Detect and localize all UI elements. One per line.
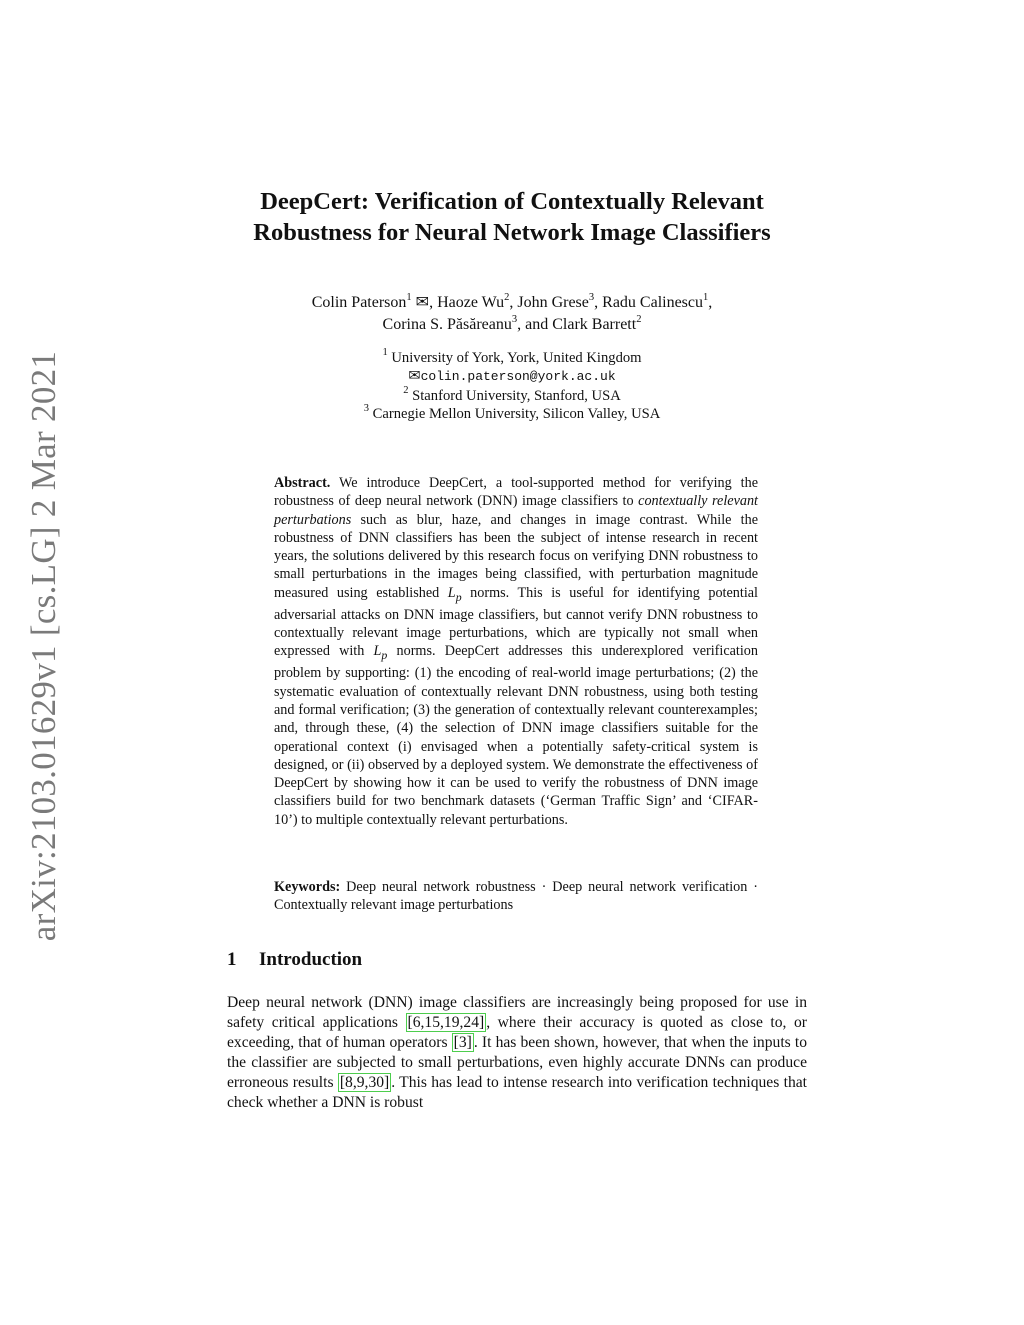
author-name: Clark Barrett [552, 316, 637, 333]
author-name: Haoze Wu [437, 294, 505, 311]
abstract-emphasis: contextually relevant perturbations [274, 493, 758, 528]
abstract [274, 474, 758, 829]
abstract-text: norms. DeepCert addresses this underexplored verification problem by supporting: (1) the encoding of real-world image perturbations; (2) the systematic evaluation of contextually relevant DNN robustness, using both testing and formal verification; (3) the generation of contextually relevant counterexamples; and, through these, (4) the selection of DNN image classifiers suitable for the operational context (i) envisaged when a potentially safety-critical system is designed, or (ii) observed by a deployed system. We demonstrate the effectiveness of DeepCert by showing how it can be used to verify the robustness of DNN image classifiers build for two benchmark datasets (‘German Traffic Sign’ and ‘CIFAR-10’) to multiple contextually relevant perturbations. [274, 643, 758, 828]
math-symbol: L [373, 643, 382, 660]
affiliations [180, 349, 844, 424]
author-list [180, 292, 844, 336]
author-name: Radu Calinescu [602, 294, 704, 311]
author-separator: , and [517, 316, 553, 333]
affiliation-mark: 3 [363, 403, 369, 415]
abstract-text: norms. This is useful for identifying potential adversarial attacks on DNN image classifiers, but cannot verify DNN robustness to contextually relevant image perturbations, which are typically not small when expressed with [274, 584, 758, 660]
arxiv-identifier-stamp: arXiv:2103.01629v1 [cs.LG] 2 Mar 2021 [24, 350, 63, 942]
citation-link[interactable]: [6,15,19,24] [407, 1014, 485, 1032]
author-name: Colin Paterson [311, 294, 407, 311]
paper-title [180, 186, 844, 248]
section-title: Introduction [259, 949, 363, 970]
citation-link[interactable]: [8,9,30] [339, 1074, 390, 1092]
author-affiliation-mark: 1 [703, 291, 709, 303]
affiliation-text: University of York, York, United Kingdom [391, 350, 642, 366]
email-address[interactable]: colin.paterson@york.ac.uk [420, 369, 616, 385]
section-heading [227, 949, 362, 971]
abstract-label: Abstract. [274, 475, 331, 491]
affiliation-mark: 1 [382, 347, 388, 359]
body-text: . This has lead to intense research into verification techniques that check whether a DNN is robust [227, 1074, 808, 1112]
keywords-label: Keywords: [274, 879, 341, 895]
author-affiliation-mark: 2 [636, 313, 642, 325]
affiliation-york [180, 349, 844, 367]
author-line-2 [180, 314, 844, 336]
title-line-2: Robustness for Neural Network Image Classifiers [253, 219, 771, 246]
author-separator: , [594, 294, 603, 311]
math-subscript: p [381, 648, 388, 663]
author-separator: , [509, 294, 518, 311]
affiliation-text: Carnegie Mellon University, Silicon Valley, USA [372, 406, 661, 423]
math-lp-norm [447, 584, 462, 604]
affiliation-mark: 2 [403, 384, 409, 396]
math-subscript: p [455, 589, 462, 604]
math-symbol: L [447, 584, 456, 601]
contact-email [180, 367, 844, 386]
author-separator: , [708, 294, 713, 311]
envelope-icon: ✉ [408, 368, 421, 385]
author-separator: ✉, [411, 294, 438, 311]
body-text: . It has been shown, however, that when the inputs to the classifier are subjected to small perturbations, even highly accurate DNNs can produce erroneous results [227, 1034, 807, 1092]
affiliation-stanford [180, 384, 844, 405]
author-affiliation-mark: 3 [588, 291, 595, 303]
citation-link[interactable]: [3] [453, 1034, 472, 1052]
intro-paragraph [227, 993, 807, 1114]
body-text: , where their accuracy is quoted as close to, or exceeding, that of human operators [227, 1014, 807, 1052]
author-name: Corina S. Păsăreanu [382, 316, 512, 333]
keywords-text: Deep neural network robustness · Deep neural network verification · Contextually relevant image perturbations [274, 879, 758, 914]
body-text: Deep neural network (DNN) image classifiers are increasingly being proposed for use in safety critical applications [227, 994, 807, 1032]
abstract-text: We introduce DeepCert, a tool-supported method for verifying the robustness of deep neural network (DNN) image classifiers to [274, 475, 758, 510]
math-lp-norm [373, 643, 388, 663]
author-affiliation-mark: 3 [511, 313, 518, 325]
affiliation-text: Stanford University, Stanford, USA [412, 387, 621, 404]
author-name: John Grese [517, 294, 589, 311]
title-line-1: DeepCert: Verification of Contextually Relevant [260, 188, 764, 215]
affiliation-cmu [180, 405, 844, 423]
abstract-text: such as blur, haze, and changes in image contrast. While the robustness of DNN classifiers has been the subject of intense research in recent years, the solutions delivered by this research focus on verifying DNN robustness to small perturbations in the images being classified, with perturbation magnitude measured using established [274, 511, 758, 601]
keywords [274, 878, 758, 915]
author-line-1 [180, 292, 844, 314]
author-affiliation-mark: 2 [504, 291, 510, 303]
section-number: 1 [227, 949, 237, 970]
author-affiliation-mark: 1 [406, 291, 412, 303]
